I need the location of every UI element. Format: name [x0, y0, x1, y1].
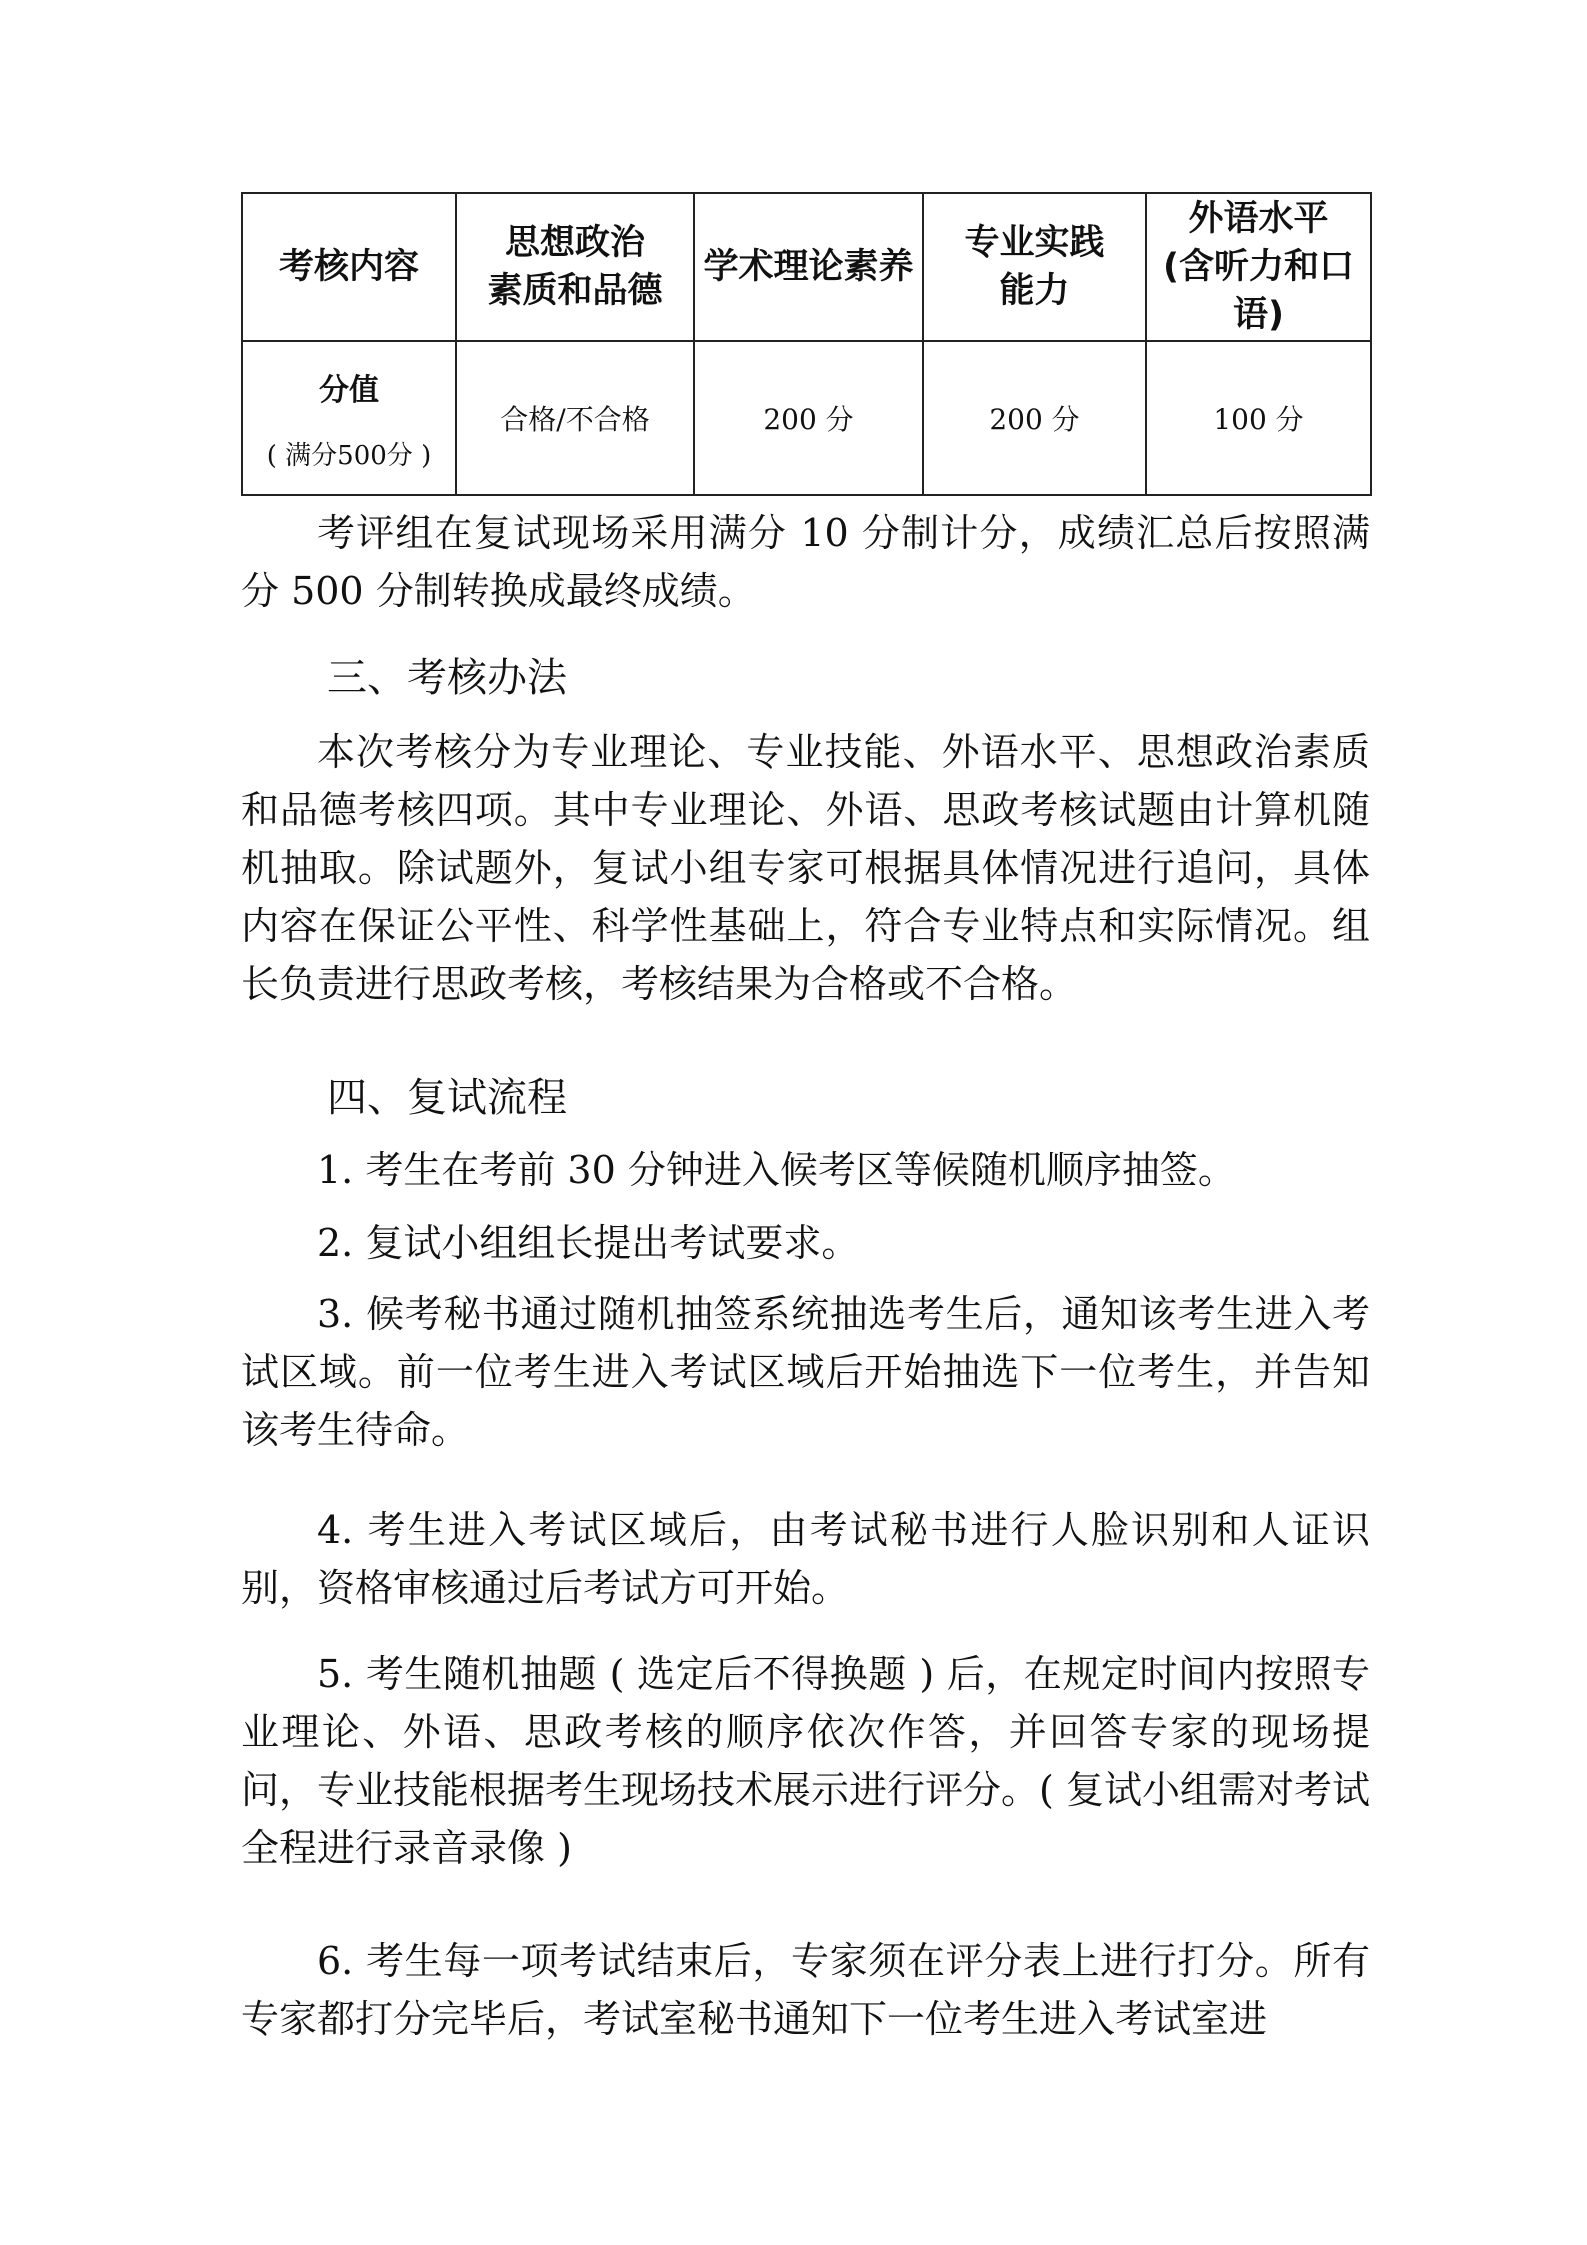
step-1: 1. 考生在考前 30 分钟进入候考区等候随机顺序抽签。	[317, 1148, 1236, 1192]
table-header-row	[242, 193, 1371, 341]
header-cell: 考核内容	[242, 193, 456, 341]
step-4: 4. 考生进入考试区域后，由考试秘书进行人脸识别和人证识别，资格审核通过后考试方可开始。	[241, 1508, 1370, 1610]
step-5: 5. 考生随机抽题 ( 选定后不得换题 ) 后，在规定时间内按照专业理论、外语、思政考核的顺序依次作答，并回答专家的现场提问，专业技能根据考生现场技术展示进行评分。( 复试小组需对考试全程进行录音录像 )	[241, 1652, 1370, 1870]
section-3-title: 三、考核办法	[327, 655, 567, 701]
value-cell: 合格/不合格	[456, 341, 694, 495]
header-cell: 思想政治 素质和品德	[456, 193, 694, 341]
section-3-body: 本次考核分为专业理论、专业技能、外语水平、思想政治素质和品德考核四项。其中专业理论、外语、思政考核试题由计算机随机抽取。除试题外，复试小组专家可根据具体情况进行追问，具体内容在保证公平性、科学性基础上，符合专业特点和实际情况。组长负责进行思政考核，考核结果为合格或不合格。	[241, 730, 1370, 1006]
header-cell: 学术理论素养	[694, 193, 923, 341]
section-4-title: 四、复试流程	[327, 1075, 567, 1121]
row-label: 分值	[319, 372, 379, 408]
step-2: 2. 复试小组组长提出考试要求。	[317, 1221, 860, 1265]
step-3: 3. 候考秘书通过随机抽签系统抽选考生后，通知该考生进入考试区域。前一位考生进入考试区域后开始抽选下一位考生，并告知该考生待命。	[241, 1292, 1370, 1452]
row-sublabel: ( 满分500分 )	[266, 440, 432, 471]
table-value-row	[242, 341, 1371, 495]
step-6: 6. 考生每一项考试结束后，专家须在评分表上进行打分。所有专家都打分完毕后，考试室秘书通知下一位考生进入考试室进	[241, 1939, 1370, 2041]
value-cell: 100 分	[1146, 341, 1371, 495]
value-cell: 200 分	[694, 341, 923, 495]
score-table	[241, 192, 1372, 496]
value-cell: 200 分	[923, 341, 1146, 495]
header-cell: 外语水平 (含听力和口 语)	[1146, 193, 1371, 341]
row-label-cell	[242, 341, 456, 495]
header-cell: 专业实践 能力	[923, 193, 1146, 341]
scoring-paragraph: 考评组在复试现场采用满分 10 分制计分，成绩汇总后按照满分 500 分制转换成最终成绩。	[241, 511, 1370, 613]
